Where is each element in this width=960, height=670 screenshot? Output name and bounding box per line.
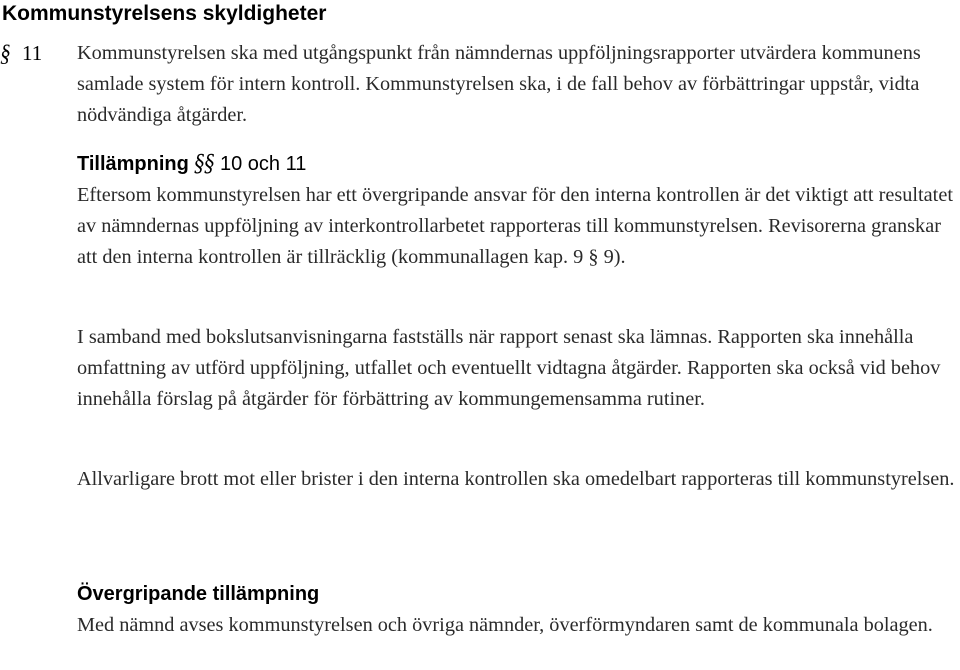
- general-text: Med nämnd avses kommunstyrelsen och övriga nämnder, överförmyndaren samt de kommunala bolagen.: [77, 614, 933, 636]
- application-paragraph: I samband med bokslutsanvisningarna fastställs när rapport senast ska lämnas. Rapporten ska innehålla omfattning av utförd uppföljning, utfallet och eventuellt vidtagna åtgärder. Rapporten ska också vid behov innehålla förslag på åtgärder för förbättring av kommungemensamma rutiner.: [77, 326, 941, 410]
- section-sign: §: [0, 39, 11, 67]
- application-heading-ref: 10 och 11: [219, 153, 307, 175]
- section-sign: §: [194, 149, 205, 177]
- general-section: [77, 579, 960, 641]
- section-sign: §: [204, 149, 215, 177]
- paragraph-number: 11: [22, 41, 43, 65]
- application-paragraph: Allvarligare brott mot eller brister i den interna kontrollen ska omedelbart rapporteras till kommunstyrelsen.: [77, 468, 955, 490]
- application-paragraph: Eftersom kommunstyrelsen har ett övergripande ansvar för den interna kontrollen är det viktigt att resultatet av nämndernas uppföljning av interkontrollarbetet rapporteras till kommunstyrelsen. Revisorerna granskar att den interna kontrollen är tillräcklig (kommunallagen kap. 9 § 9).: [77, 184, 953, 268]
- page-title: Kommunstyrelsens skyldigheter: [2, 2, 327, 25]
- application-section: [77, 148, 960, 273]
- paragraph-text: Kommunstyrelsen ska med utgångspunkt från nämndernas uppföljningsrapporter utvärdera kommunens samlade system för intern kontroll. Kommunstyrelsen ska, i de fall behov av förbättringar uppstår, vidta nödvändiga åtgärder.: [77, 42, 921, 126]
- general-heading: Övergripande tillämpning: [77, 583, 320, 605]
- application-heading-label: Tillämpning: [77, 153, 189, 175]
- application-heading: [77, 148, 960, 180]
